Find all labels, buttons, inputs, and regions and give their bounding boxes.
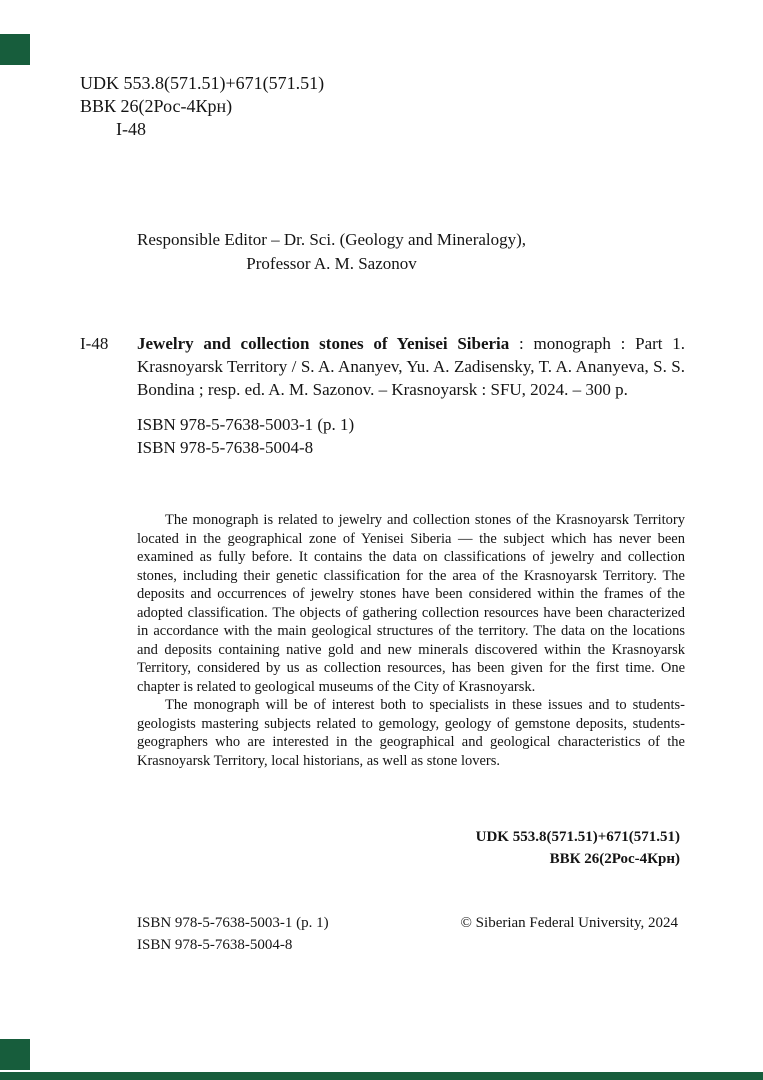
catalog-index: I-48: [80, 334, 109, 353]
editor-line-1: Responsible Editor – Dr. Sci. (Geology and Mineralogy),: [137, 230, 527, 249]
isbn-block: [137, 413, 685, 459]
page-content: [80, 72, 685, 770]
footer-udk-code: UDK 553.8(571.51)+671(571.51): [475, 829, 680, 845]
catalog-entry: [80, 332, 685, 401]
isbn-line-1: ISBN 978-5-7638-5003-1 (p. 1): [137, 415, 355, 434]
footer-classification-codes: [476, 826, 680, 870]
bottom-edge-strip: [0, 1072, 763, 1080]
footer-isbn-line-1: ISBN 978-5-7638-5003-1 (p. 1): [137, 915, 329, 931]
bbk-code: ВВК 26(2Рос-4Крн): [80, 96, 233, 116]
book-title: Jewelry and collection stones of Yenisei Siberia: [137, 334, 510, 353]
abstract: [137, 511, 685, 770]
udk-code: UDK 553.8(571.51)+671(571.51): [80, 73, 325, 93]
footer-bbk-code: ВВК 26(2Рос-4Крн): [549, 851, 680, 867]
responsible-editor-block: [137, 228, 526, 276]
classification-codes: [80, 72, 685, 141]
abstract-paragraph-2: The monograph will be of interest both to specialists in these issues and to students-geologists mastering subjects related to gemology, geology of gemstone deposits, students-geographers who are interested in the geographical and geological characteristics of the Krasnoyarsk Territory, local historians, as well as stone lovers.: [137, 697, 685, 769]
catalog-description: [137, 332, 685, 401]
abstract-paragraph-1: The monograph is related to jewelry and collection stones of the Krasnoyarsk Territory located in the geographical zone of Yenisei Siberia — the subject which has never been examined as fully before. It contains the data on classifications of jewelry and collection stones, including their genetic classification for the area of the Krasnoyarsk Territory. The deposits and occurrences of jewelry stones have been considered within the frames of the adopted classification. The objects of gathering collection resources have been characterized in accordance with the main geological structures of the territory. The data on the locations and deposits containing native gold and new minerals discovered within the Krasnoyarsk Territory, considered by us as collection resources, has been given for the first time. One chapter is related to geological museums of the City of Krasnoyarsk.: [137, 512, 685, 695]
catalog-details: : monograph : Part 1. Krasnoyarsk Territory / S. A. Ananyev, Yu. A. Zadisensky, T. A. Ananyeva, S. S. Bondina ; resp. ed. A. M. Sazonov. – Krasnoyarsk : SFU, 2024. – 300 p.: [137, 334, 685, 399]
footer-isbn-block: [137, 912, 329, 956]
top-left-corner-mark: [0, 34, 30, 65]
isbn-line-2: ISBN 978-5-7638-5004-8: [137, 438, 314, 457]
editor-line-2: Professor A. M. Sazonov: [246, 254, 417, 273]
footer-isbn-line-2: ISBN 978-5-7638-5004-8: [137, 937, 293, 953]
bottom-left-corner-mark: [0, 1039, 30, 1070]
copyright-notice: © Siberian Federal University, 2024: [460, 915, 678, 931]
author-index: I-48: [116, 119, 146, 139]
